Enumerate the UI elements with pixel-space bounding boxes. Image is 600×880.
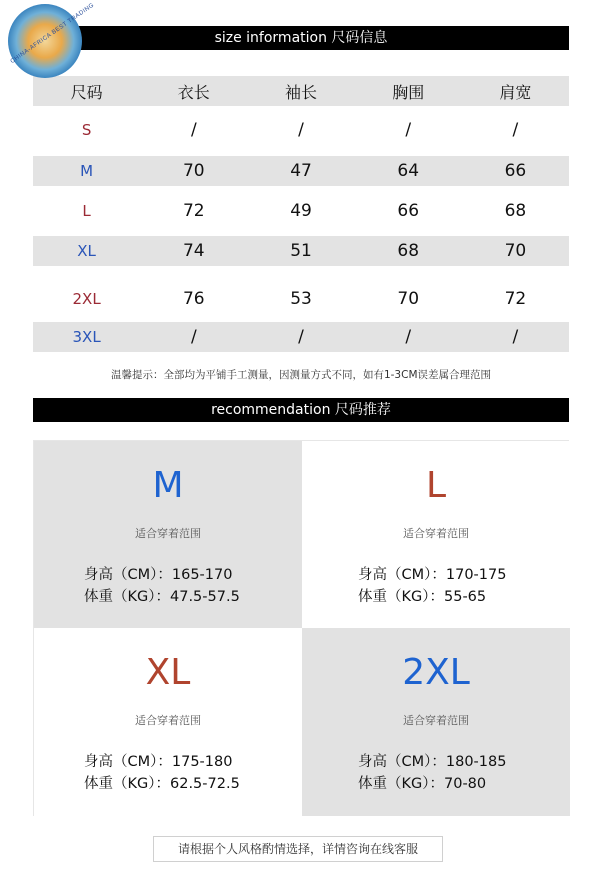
weight-range: 体重（KG）：62.5-72.5 [84,776,240,792]
value-cell: / [405,120,412,140]
value-cell: 70 [182,161,205,181]
value-cell: 72 [504,289,527,309]
header-cell: 袖长 [285,82,318,102]
value-cell: 70 [397,289,420,309]
value-cell: 51 [290,241,312,261]
size-info-banner: size information 尺码信息 [33,26,569,50]
size-cell: M [80,162,94,180]
header-cell: 胸围 [392,82,425,102]
recommendation-card-xl [34,628,302,816]
value-cell: / [405,327,412,347]
recommendation-card-2xl [302,628,570,816]
value-cell: / [298,327,304,347]
value-cell: 66 [504,161,527,181]
fit-range-label: 适合穿着范围 [135,714,201,727]
value-cell: / [298,120,304,140]
logo-text: CHINA-AFRICA BEST TRADING [9,2,96,65]
table-row [33,156,569,186]
value-cell: / [512,120,519,140]
table-row [33,284,569,314]
value-cell: 47 [290,161,312,181]
value-cell: 66 [397,201,420,221]
card-size-label: 2XL [402,652,470,693]
value-cell: 64 [397,161,420,181]
card-size-label: M [152,465,184,506]
recommendation-card-m [34,441,302,629]
fit-range-label: 适合穿着范围 [403,714,469,727]
header-cell: 肩宽 [499,82,532,102]
header-cell: 衣长 [177,82,210,102]
height-range: 身高（CM）：180-185 [358,754,507,770]
value-cell: 72 [182,201,205,221]
height-range: 身高（CM）：170-175 [358,567,507,583]
height-range: 身高（CM）：165-170 [84,567,233,583]
company-logo [8,2,96,78]
value-cell: 76 [182,289,205,309]
footer-note: 请根据个人风格酌情选择，详情咨询在线客服 [153,836,443,862]
value-cell: 70 [504,241,527,261]
size-cell: XL [77,242,96,260]
size-cell: L [82,202,91,220]
recommendation-card-l [302,441,570,629]
recommendation-banner: recommendation 尺码推荐 [33,398,569,422]
card-size-label: L [425,465,447,506]
recommendation-grid [33,440,569,816]
weight-range: 体重（KG）：70-80 [358,776,487,792]
size-cell: 2XL [72,290,101,308]
weight-range: 体重（KG）：55-65 [358,589,487,605]
size-cell: 3XL [72,328,101,346]
table-header-row [33,76,569,106]
value-cell: 74 [182,241,205,261]
weight-range: 体重（KG）：47.5-57.5 [84,589,240,605]
value-cell: / [512,327,519,347]
measurement-note: 温馨提示：全部均为平铺手工测量，因测量方式不同，如有1-3CM误差属合理范围 [110,369,492,381]
value-cell: 68 [504,201,527,221]
table-row [33,115,569,145]
table-row [33,322,569,352]
card-size-label: XL [145,652,191,693]
fit-range-label: 适合穿着范围 [403,527,469,540]
size-cell: S [81,121,92,139]
value-cell: / [190,327,197,347]
table-row [33,196,569,226]
table-row [33,236,569,266]
value-cell: 53 [290,289,312,309]
height-range: 身高（CM）：175-180 [84,754,233,770]
value-cell: 68 [397,241,420,261]
value-cell: 49 [290,201,312,221]
header-cell: 尺码 [70,82,103,102]
value-cell: / [190,120,197,140]
fit-range-label: 适合穿着范围 [135,527,201,540]
